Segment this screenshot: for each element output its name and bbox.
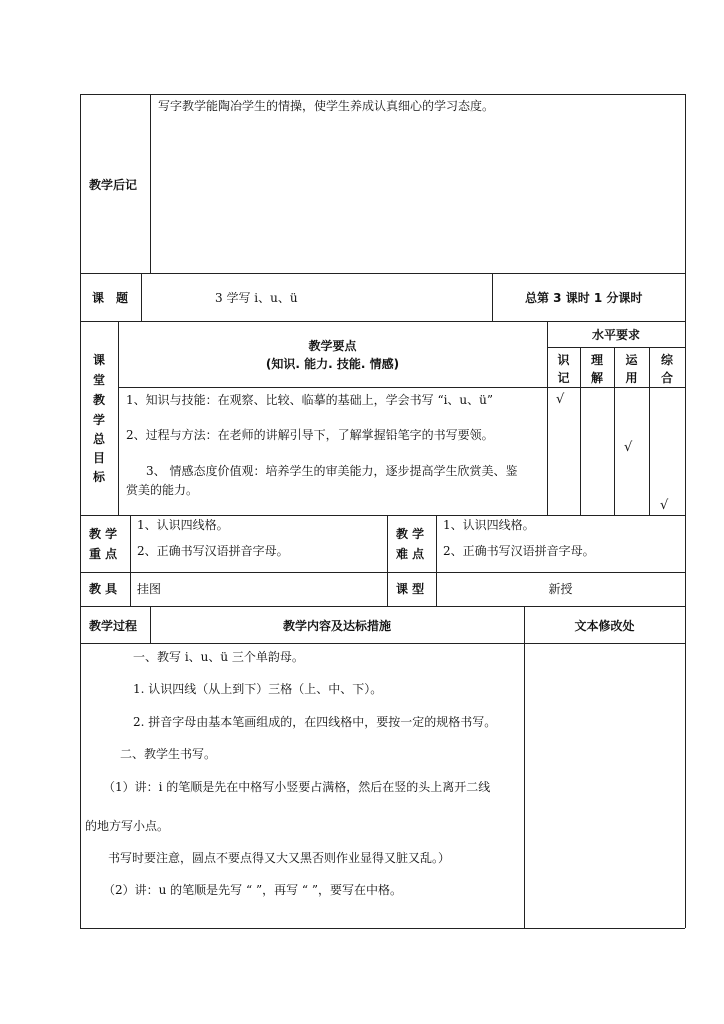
lesson-type-value: 新授 [548,582,573,596]
lesson-plan-page: 教学后记 写字教学能陶冶学生的情操，使学生养成认真细心的学习态度。 课 题 3 学写 i、u、ü 总第 3 课时 1 分课时 课 堂 教 学 总 目 标 教学要点 (知识. 能力. 技能. 情感) 水平要求 识 记 理 解 运 用 综 合 1、知识与技能：在观察、比较、临摹的基础上，学会书写 “i、u、ü” 2、过程与方法：在老师的讲解引导下，了解掌握铅笔字的书写要领。 3、 情感态度价值观：培养学生的审美能力，逐步提高学生欣赏美、鉴 赏美的能力。 √ √ √ 教 学 重 点 1、认识四线格。 2、正确书写汉语拼音字母。 教 学 难 点 1、认识四线格。 2、正确书写汉语拼音字母。 教 具 挂图 课 型 新授 教学过程 教学内容及达标措施 文本修改处 一、教写 i、u、ü 三个单韵母。 1. 认识四线（从上到下）三格（上、中、下）。 2. 拼音字母由基本笔画组成的，在四线格中，要按一定的规格书写。 二、教学生书写。 （1）讲：i 的笔顺是先在中格写小竖要占满格，然后在竖的头上离开二线 的地方写小点。 书写时要注意，圆点不要点得又大又黑否则作业显得又脏又乱。） （2）讲：u 的笔顺是先写 “ ”，再写 “ ”，要写在中格。 [0,0,724,1024]
process-content-header: 教学内容及达标措施 [282,619,391,633]
process-line: （2）讲：u 的笔顺是先写 “ ”，再写 “ ”，要写在中格。 [103,883,402,897]
rule [118,387,685,388]
rule [80,572,81,606]
rule [80,94,81,273]
process-line: 2. 拼音字母由基本笔画组成的，在四线格中，要按一定的规格书写。 [133,715,497,729]
tools-value: 挂图 [137,582,162,596]
rule [685,515,686,572]
tools-label: 教 具 [89,582,118,596]
rule [80,643,685,644]
rule [80,94,685,95]
rule [685,321,686,515]
check-mark-icon: √ [624,440,633,455]
rule [436,515,437,572]
rule [685,273,686,321]
rule [130,515,131,572]
reflection-label: 教学后记 [89,178,138,192]
topic-label: 课 题 [92,291,129,305]
rule [80,515,81,572]
objectives-header-title: 教学要点 [308,339,357,353]
process-line: 的地方写小点。 [85,819,170,833]
process-line: 一、教写 i、u、ü 三个单韵母。 [133,650,304,664]
rule [387,572,388,606]
objectives-header-sub: (知识. 能力. 技能. 情感) [265,357,400,371]
objective-item: 1、知识与技能：在观察、比较、临摹的基础上，学会书写 “i、u、ü” [126,393,494,407]
rule [547,347,685,348]
topic-value: 3 学写 i、u、ü [215,291,298,305]
rule [685,94,686,273]
rule [80,321,685,322]
rule [130,572,131,606]
objective-item: 3、 情感态度价值观：培养学生的审美能力，逐步提高学生欣赏美、鉴 [146,464,518,478]
rule [80,273,81,321]
level-title: 水平要求 [591,328,640,342]
rule [80,321,81,515]
reflection-text: 写字教学能陶冶学生的情操，使学生养成认真细心的学习态度。 [158,99,495,113]
rule [387,515,388,572]
process-line: （1）讲：i 的笔顺是先在中格写小竖要占满格，然后在竖的头上离开二线 [103,780,491,794]
check-mark-icon: √ [556,392,565,407]
key-point-item: 2、正确书写汉语拼音字母。 [137,544,289,558]
rule [685,606,686,928]
rule [80,515,685,516]
difficulty-item: 2、正确书写汉语拼音字母。 [443,544,595,558]
rule [141,273,142,321]
check-mark-icon: √ [660,498,669,513]
rule [80,606,81,928]
process-edit-header: 文本修改处 [574,619,635,633]
period-info: 总第 3 课时 1 分课时 [525,291,643,305]
rule [80,572,685,573]
process-line: 二、教学生书写。 [120,747,217,761]
rule [80,273,685,274]
process-label: 教学过程 [89,619,138,633]
difficulty-item: 1、认识四线格。 [443,518,535,532]
process-line: 1. 认识四线（从上到下）三格（上、中、下）。 [133,682,383,696]
objective-item: 2、过程与方法：在老师的讲解引导下，了解掌握铅笔字的书写要领。 [126,428,494,442]
objective-item: 赏美的能力。 [126,483,199,497]
rule [80,928,685,929]
key-point-item: 1、认识四线格。 [137,518,229,532]
rule [492,273,493,321]
rule [685,572,686,606]
rule [524,606,525,928]
rule [150,94,151,273]
rule [547,321,548,515]
process-line: 书写时要注意，圆点不要点得又大又黑否则作业显得又脏又乱。） [108,851,451,865]
rule [80,606,685,607]
lesson-type-label: 课 型 [396,582,425,596]
